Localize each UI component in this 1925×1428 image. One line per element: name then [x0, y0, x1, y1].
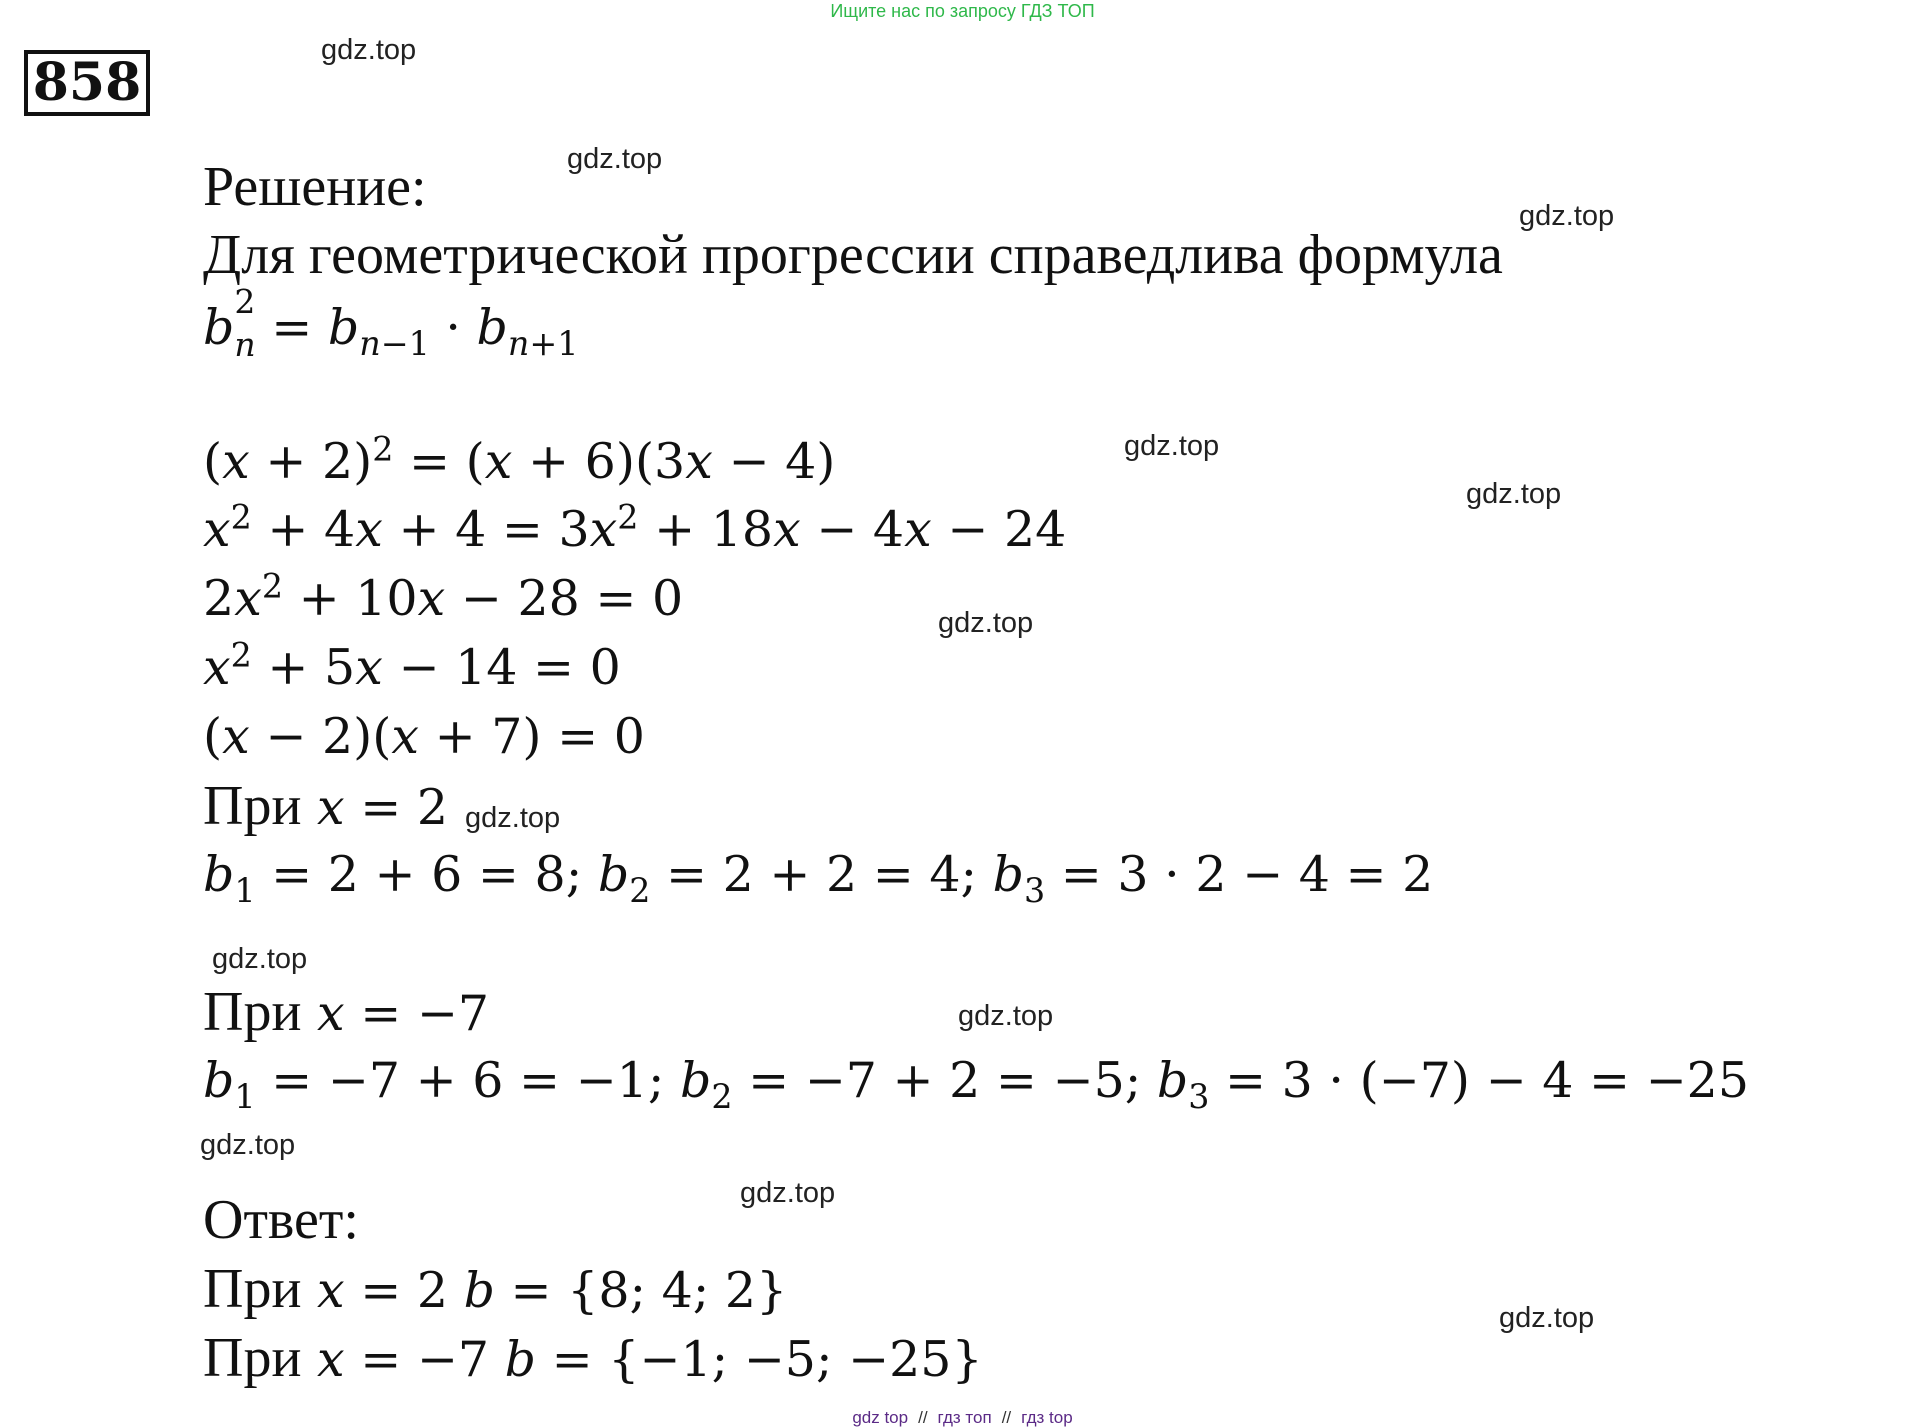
watermark: gdz.top — [1124, 430, 1220, 462]
equation-line-3: $2x^2 + 10x - 28 = 0$ — [203, 566, 684, 627]
case-1-values: $b_1 = 2 + 6 = 8$; $b_2 = 2 + 2 = 4$; $b_3 = 3 \cdot 2 - 4 = 2$ — [203, 846, 1434, 910]
answer-heading: Ответ: — [203, 1189, 359, 1251]
answer-line-2: При x = −7 b = {−1; −5; −25} — [203, 1327, 983, 1389]
answer-line-1-prefix: При — [203, 1258, 302, 1320]
problem-number: 858 — [24, 50, 150, 116]
case-1-heading: При x = 2 — [203, 775, 449, 837]
watermark: gdz.top — [212, 943, 308, 975]
case-2-heading: При x = −7 — [203, 981, 490, 1043]
watermark: gdz.top — [465, 802, 561, 834]
footer-separator: // — [918, 1408, 928, 1427]
watermark: gdz.top — [740, 1177, 836, 1209]
formula-line: b 2 $n = b_{n-1} \cdot b_{n+1}$ — [203, 282, 579, 364]
footer-separator: // — [1001, 1408, 1012, 1427]
solution-intro: Для геометрической прогрессии справедлива формула — [203, 224, 1503, 286]
watermark: gdz.top — [938, 607, 1034, 639]
watermark: gdz.top — [567, 143, 663, 175]
watermark: gdz.top — [1519, 200, 1615, 232]
case-1-value: 2 — [416, 779, 449, 836]
top-banner: Ищите нас по запросу ГДЗ ТОП — [830, 1, 1095, 21]
case-2-value: −7 — [416, 985, 490, 1042]
watermark: gdz.top — [200, 1129, 296, 1161]
case-2-label: При — [203, 981, 302, 1043]
equation-line-5: (x − 2)(x + 7) = 0 — [203, 708, 645, 765]
case-2-values: $b_1 = -7 + 6 = -1$; $b_2 = -7 + 2 = -5$; $b_3 = 3 \cdot (-7) - 4 = -25$ — [203, 1052, 1750, 1116]
solution-heading: Решение: — [203, 156, 427, 218]
footer-link-2[interactable]: гдз топ — [937, 1408, 992, 1427]
watermark: gdz.top — [1466, 478, 1562, 510]
watermark: gdz.top — [1499, 1302, 1595, 1334]
equation-line-4: $x^2 + 5x - 14 = 0$ — [203, 635, 621, 696]
case-1-label: При — [203, 775, 302, 837]
equation-line-1: $(x + 2)^2 = (x + 6)(3x - 4)$ — [203, 429, 836, 490]
answer-line-2-prefix: При — [203, 1327, 302, 1389]
watermark: gdz.top — [321, 34, 417, 66]
footer-link-3[interactable]: гдз top — [1021, 1408, 1073, 1427]
answer-line-1: При x = 2 b = {8; 4; 2} — [203, 1258, 788, 1320]
equation-line-2: $x^2 + 4x + 4 = 3x^2 + 18x - 4x - 24$ — [203, 497, 1067, 558]
footer-link-1[interactable]: gdz top — [852, 1408, 909, 1427]
watermark: gdz.top — [958, 1000, 1054, 1032]
footer-links — [0, 1408, 1925, 1428]
